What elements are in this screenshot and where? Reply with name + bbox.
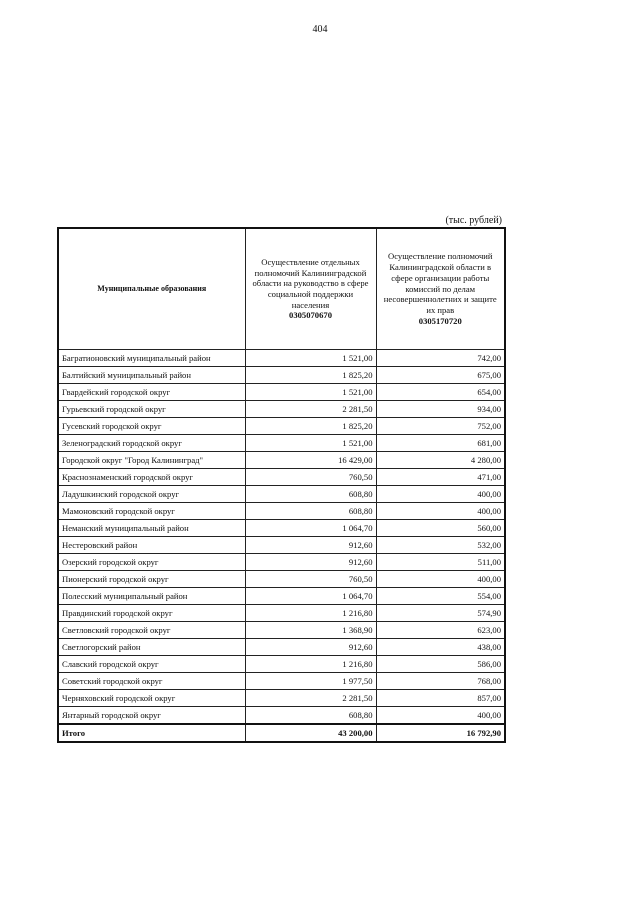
minors-commission-value: 554,00 <box>376 588 505 605</box>
table-row <box>58 367 505 384</box>
minors-commission-value: 400,00 <box>376 503 505 520</box>
minors-commission-value: 742,00 <box>376 350 505 367</box>
table-row <box>58 520 505 537</box>
table-row <box>58 452 505 469</box>
header-minors-commission <box>376 228 505 350</box>
municipality-name: Нестеровский район <box>58 537 245 554</box>
municipality-name: Гусевский городской округ <box>58 418 245 435</box>
municipality-name: Светловский городской округ <box>58 622 245 639</box>
minors-commission-value: 574,90 <box>376 605 505 622</box>
social-support-value: 1 368,90 <box>245 622 376 639</box>
municipality-name: Ладушкинский городской округ <box>58 486 245 503</box>
municipality-name: Городской округ "Город Калининград" <box>58 452 245 469</box>
minors-commission-value: 752,00 <box>376 418 505 435</box>
total-social-support: 43 200,00 <box>245 724 376 742</box>
municipality-name: Балтийский муниципальный район <box>58 367 245 384</box>
minors-commission-value: 654,00 <box>376 384 505 401</box>
municipality-name: Озерский городской округ <box>58 554 245 571</box>
total-minors-commission: 16 792,90 <box>376 724 505 742</box>
social-support-value: 16 429,00 <box>245 452 376 469</box>
header-social-support-text: Осуществление отдельных полномочий Калининградской области на руководство в сфере социальной поддержки населения <box>252 256 369 310</box>
table-row <box>58 537 505 554</box>
table-row <box>58 418 505 435</box>
table-row <box>58 384 505 401</box>
social-support-value: 1 825,20 <box>245 418 376 435</box>
social-support-value: 1 521,00 <box>245 435 376 452</box>
municipality-name: Зеленоградский городской округ <box>58 435 245 452</box>
table-row <box>58 622 505 639</box>
minors-commission-value: 532,00 <box>376 537 505 554</box>
municipality-name: Гурьевский городской округ <box>58 401 245 418</box>
minors-commission-value: 438,00 <box>376 639 505 656</box>
header-municipalities: Муниципальные образования <box>58 228 245 350</box>
table-row <box>58 707 505 725</box>
header-social-support-code: 0305070670 <box>289 310 332 321</box>
table-row <box>58 571 505 588</box>
table-row <box>58 554 505 571</box>
header-minors-commission-code: 0305170720 <box>418 315 462 326</box>
table-row <box>58 503 505 520</box>
social-support-value: 608,80 <box>245 503 376 520</box>
social-support-value: 2 281,50 <box>245 690 376 707</box>
table-header-row <box>58 228 505 350</box>
table-row <box>58 656 505 673</box>
minors-commission-value: 623,00 <box>376 622 505 639</box>
social-support-value: 1 521,00 <box>245 350 376 367</box>
minors-commission-value: 471,00 <box>376 469 505 486</box>
municipality-name: Правдинский городской округ <box>58 605 245 622</box>
municipality-name: Мамоновский городской округ <box>58 503 245 520</box>
municipality-name: Краснознаменский городской округ <box>58 469 245 486</box>
table-row <box>58 401 505 418</box>
minors-commission-value: 400,00 <box>376 486 505 503</box>
minors-commission-value: 675,00 <box>376 367 505 384</box>
social-support-value: 608,80 <box>245 707 376 725</box>
total-label: Итого <box>58 724 245 742</box>
minors-commission-value: 511,00 <box>376 554 505 571</box>
municipality-name: Янтарный городской округ <box>58 707 245 725</box>
social-support-value: 1 216,80 <box>245 656 376 673</box>
social-support-value: 1 064,70 <box>245 520 376 537</box>
minors-commission-value: 586,00 <box>376 656 505 673</box>
table-row <box>58 605 505 622</box>
municipality-name: Славский городской округ <box>58 656 245 673</box>
total-row <box>58 724 505 742</box>
social-support-value: 912,60 <box>245 639 376 656</box>
minors-commission-value: 400,00 <box>376 571 505 588</box>
municipality-name: Неманский муниципальный район <box>58 520 245 537</box>
social-support-value: 1 977,50 <box>245 673 376 690</box>
minors-commission-value: 400,00 <box>376 707 505 725</box>
minors-commission-value: 4 280,00 <box>376 452 505 469</box>
municipality-name: Гвардейский городской округ <box>58 384 245 401</box>
units-label: (тыс. рублей) <box>445 215 502 226</box>
table-row <box>58 486 505 503</box>
minors-commission-value: 768,00 <box>376 673 505 690</box>
table-row <box>58 435 505 452</box>
municipality-name: Советский городской округ <box>58 673 245 690</box>
budget-table <box>57 227 506 743</box>
table-row <box>58 673 505 690</box>
minors-commission-value: 681,00 <box>376 435 505 452</box>
social-support-value: 1 825,20 <box>245 367 376 384</box>
header-minors-commission-text: Осуществление полномочий Калининградской области в сфере организации работы комиссий по делам несовершеннолетних и защите их прав <box>383 251 497 316</box>
municipality-name: Черняховский городской округ <box>58 690 245 707</box>
municipality-name: Пионерский городской округ <box>58 571 245 588</box>
social-support-value: 912,60 <box>245 537 376 554</box>
minors-commission-value: 560,00 <box>376 520 505 537</box>
table-row <box>58 639 505 656</box>
table-row <box>58 588 505 605</box>
minors-commission-value: 934,00 <box>376 401 505 418</box>
table-row <box>58 690 505 707</box>
municipality-name: Багратионовский муниципальный район <box>58 350 245 367</box>
social-support-value: 760,50 <box>245 571 376 588</box>
table-row <box>58 469 505 486</box>
social-support-value: 1 521,00 <box>245 384 376 401</box>
social-support-value: 2 281,50 <box>245 401 376 418</box>
social-support-value: 608,80 <box>245 486 376 503</box>
municipality-name: Полесский муниципальный район <box>58 588 245 605</box>
social-support-value: 912,60 <box>245 554 376 571</box>
page-number: 404 <box>312 24 328 35</box>
minors-commission-value: 857,00 <box>376 690 505 707</box>
social-support-value: 1 064,70 <box>245 588 376 605</box>
table-row <box>58 350 505 367</box>
social-support-value: 760,50 <box>245 469 376 486</box>
social-support-value: 1 216,80 <box>245 605 376 622</box>
header-social-support <box>245 228 376 350</box>
municipality-name: Светлогорский район <box>58 639 245 656</box>
